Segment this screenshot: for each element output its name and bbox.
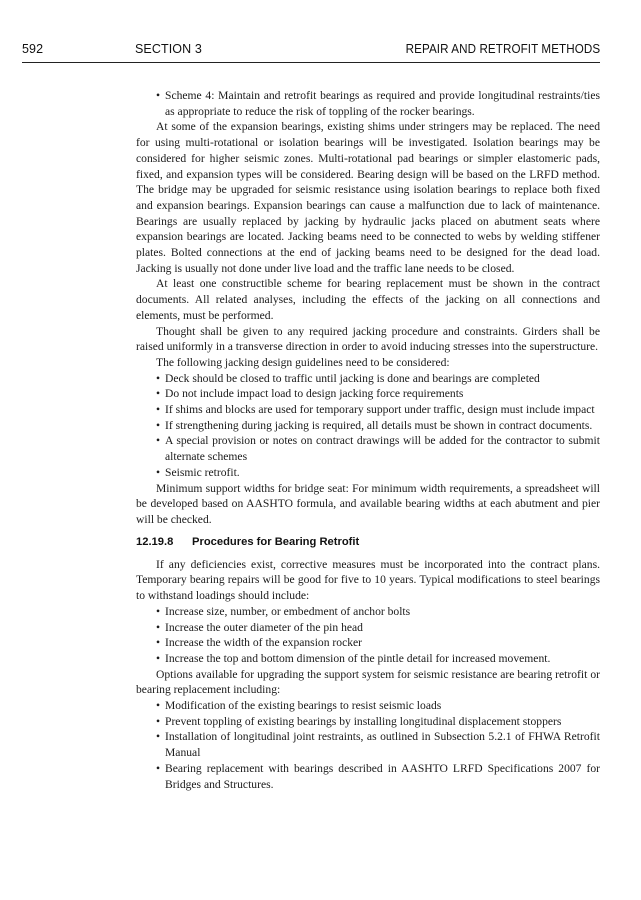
body-text <box>136 88 600 792</box>
list-item: • If shims and blocks are used for temporary support under traffic, design must include impact <box>136 402 600 418</box>
section-heading <box>136 535 600 550</box>
section-number: 12.19.8 <box>136 535 174 548</box>
header-rule <box>22 62 600 63</box>
chapter-title: REPAIR AND RETROFIT METHODS <box>405 42 600 56</box>
list-item: • Increase size, number, or embedment of anchor bolts <box>136 604 600 620</box>
list-item: • Seismic retrofit. <box>136 465 600 481</box>
paragraph-jacking-procedure: Thought shall be given to any required jacking procedure and constraints. Girders shall be raised uniformly in a transverse direction in order to avoid inducing stresses into the superstructure. <box>136 324 600 354</box>
paragraph-options: Options available for upgrading the support system for seismic resistance are bearing retrofit or bearing replacement including: <box>136 667 600 697</box>
running-header <box>22 42 600 60</box>
list-item: • Installation of longitudinal joint restraints, as outlined in Subsection 5.2.1 of FHWA Retrofit Manual <box>136 729 600 760</box>
modifications-list <box>136 604 600 667</box>
page-number: 592 <box>22 42 44 56</box>
options-list <box>136 698 600 792</box>
paragraph-deficiencies: If any deficiencies exist, corrective measures must be incorporated into the contract plans. Temporary bearing repairs will be good for five to 10 years. Typical modifications to steel bearings to withstand loadings should include: <box>136 557 600 603</box>
list-item: • If strengthening during jacking is required, all details must be shown in contract documents. <box>136 418 600 434</box>
list-item: • Increase the top and bottom dimension of the pintle detail for increased movement. <box>136 651 600 667</box>
paragraph-guidelines-intro: The following jacking design guidelines need to be considered: <box>156 355 450 369</box>
list-item: • Increase the outer diameter of the pin head <box>136 620 600 636</box>
list-item-scheme4: • Scheme 4: Maintain and retrofit bearings as required and provide longitudinal restraints/ties as appropriate to reduce the risk of toppling of the rocker bearings. <box>136 88 600 119</box>
jacking-guidelines-list <box>136 371 600 481</box>
list-item: • Do not include impact load to design jacking force requirements <box>136 386 600 402</box>
list-item: • Modification of the existing bearings to resist seismic loads <box>136 698 600 714</box>
scheme-list <box>136 88 600 119</box>
paragraph-support-widths: Minimum support widths for bridge seat: For minimum width requirements, a spreadsheet will be developed based on AASHTO formula, and available bearing widths at each abutment and pier will be checked. <box>136 481 600 526</box>
paragraph-expansion-bearings: At some of the expansion bearings, existing shims under stringers may be replaced. The need for using multi-rotational or isolation bearings will be investigated. Isolation bearings may be considered for higher seismic zones. Multi-rotational pad bearings or simpler elastomeric pads, fixed, and expansion types will be considered. Bearing design will be based on the LRFD method. The bridge may be upgraded for seismic resistance using isolation bearings to replace both fixed and expansion bearings. Expansion bearings can cause a malfunction due to lack of maintenance. Bearings are usually replaced by jacking by hydraulic jacks placed on abutment seats where expansion bearings are located. Jacking beams need to be connected to webs by welding stiffener plates. Bolted connections at the end of jacking beams need to be designed for the dead load. Jacking is usually not done under live load and the traffic lane needs to be closed. <box>136 120 600 275</box>
section-title: Procedures for Bearing Retrofit <box>192 535 360 548</box>
section-label: SECTION 3 <box>135 42 202 56</box>
list-item: • Increase the width of the expansion rocker <box>136 635 600 651</box>
list-item: • Bearing replacement with bearings described in AASHTO LRFD Specifications 2007 for Bridges and Structures. <box>136 761 600 792</box>
list-item: • Deck should be closed to traffic until jacking is done and bearings are completed <box>136 371 600 387</box>
list-item: • Prevent toppling of existing bearings by installing longitudinal displacement stoppers <box>136 714 600 730</box>
paragraph-constructible-scheme: At least one constructible scheme for bearing replacement must be shown in the contract documents. All related analyses, including the effects of the jacking on all connections and elements, must be performed. <box>136 277 600 322</box>
list-item: • A special provision or notes on contract drawings will be added for the contractor to submit alternate schemes <box>136 433 600 464</box>
